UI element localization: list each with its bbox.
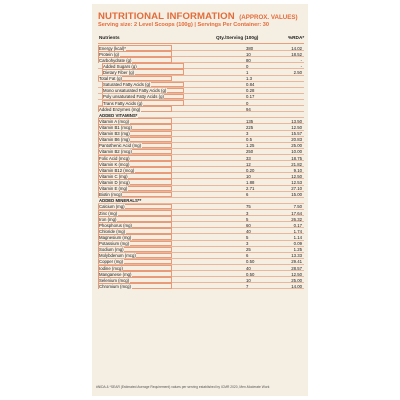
row-rda: 25.00: [291, 277, 302, 283]
row-qty: 0.50: [246, 259, 255, 265]
row-qty: 0.84: [246, 82, 255, 88]
row-label: Vitamin A (mcg): [99, 118, 130, 124]
row-label: ADDED VITAMINS*: [99, 112, 138, 118]
row-label: Chromium (mcg): [99, 283, 131, 289]
serving-info: [98, 20, 304, 30]
row-rda: 13.50: [291, 118, 302, 124]
row-rda: 15.57: [291, 131, 302, 137]
row-rda: 13.33: [291, 253, 302, 259]
row-qty: 60: [246, 222, 251, 228]
row-label: Manganese (mg): [99, 271, 132, 277]
row-label: Dietary Fiber (g): [103, 70, 135, 76]
row-rda: -: [300, 63, 302, 69]
footnote: #NIDA & *SEAR (Estimated Average Requirement) values per serving established by ICMR 2020, Men-Moderate Work: [96, 385, 270, 389]
row-rda: 0.09: [293, 241, 302, 247]
column-qty: Qty./Serving (100g): [216, 35, 259, 40]
row-qty: 5: [246, 216, 249, 222]
row-qty: 0.5: [246, 137, 252, 143]
row-qty: 3: [246, 241, 249, 247]
row-label: Phosphorus (mg): [99, 222, 132, 228]
row-qty: 1: [246, 70, 249, 76]
row-qty: 3: [246, 131, 249, 137]
row-label: Iodine (mcg): [99, 265, 123, 271]
row-qty: 0: [246, 63, 249, 69]
nutrition-title: [98, 6, 312, 22]
row-rda: 14.02: [291, 45, 302, 51]
row-label: Vitamin D (mcg): [99, 180, 130, 185]
table-row: [98, 283, 304, 289]
row-label: Sodium (mg): [99, 247, 124, 253]
row-qty: 1.88: [246, 180, 255, 185]
row-rda: 14.00: [291, 283, 302, 289]
row-label: Biotin (mcg): [99, 192, 122, 198]
row-rda: 7.50: [293, 204, 302, 210]
row-rda: 12.50: [291, 125, 302, 131]
row-label: Vitamin K (mcg): [99, 161, 130, 167]
row-qty: 1.25: [246, 143, 255, 149]
row-qty: 2.71: [246, 186, 255, 192]
row-qty: 0.28: [246, 88, 255, 94]
row-rda: 28.57: [291, 265, 302, 271]
row-label: Calcium (mg): [99, 204, 125, 210]
row-qty: 7: [246, 283, 249, 289]
row-qty: 94: [246, 106, 251, 112]
row-rda: 9.10: [293, 167, 302, 173]
row-qty: 12: [246, 161, 251, 167]
row-label: Selenium (mcg): [99, 277, 130, 283]
row-rda: 18.75: [291, 155, 302, 161]
row-qty: 135: [246, 118, 254, 124]
serving-size: Serving size: 2 Level Scoops (100g): [98, 22, 193, 28]
row-label: Pantothenic Acid (mg): [99, 143, 142, 149]
row-rda: 26.32: [291, 216, 302, 222]
row-qty: 6: [246, 192, 249, 198]
title-main: NUTRITIONAL INFORMATION: [98, 11, 235, 22]
row-qty: 250: [246, 149, 254, 155]
row-qty: 0: [246, 100, 249, 106]
row-rda: 21.82: [291, 161, 302, 167]
row-label: Vitamin B6 (mg): [99, 137, 130, 143]
row-qty: 1.3: [246, 76, 252, 82]
row-label: Vitamin E (mg): [99, 186, 128, 192]
nutrition-table: [98, 33, 304, 381]
row-qty: 225: [246, 125, 254, 131]
row-rda: 15.00: [291, 192, 302, 198]
row-rda: 18.52: [291, 51, 302, 57]
row-label: Magnesium (mg): [99, 234, 132, 240]
row-label: Vitamin B12 (mcg): [99, 167, 135, 173]
row-qty: 5: [246, 234, 249, 240]
column-nutrients: Nutrients: [99, 35, 120, 40]
row-qty: 10: [246, 51, 251, 57]
row-qty: 80: [246, 57, 251, 63]
row-qty: 40: [246, 265, 251, 271]
row-qty: 0.17: [246, 94, 255, 100]
row-rda: 2.50: [293, 70, 302, 76]
row-label: Folic Acid (mcg): [99, 155, 130, 161]
row-label: Total Fat (g): [99, 76, 122, 82]
row-label: Molybdenum (mcg): [99, 253, 136, 259]
row-label: Carbohydrate (g): [99, 57, 132, 63]
row-qty: 3: [246, 210, 249, 216]
row-rda: 12.50: [291, 173, 302, 179]
row-label: Iron (mg): [99, 216, 117, 222]
row-label: Vitamin B2 (mcg): [99, 149, 132, 155]
row-label: Poly unsaturated Fatty Acids (g): [103, 94, 164, 100]
row-rda: 10.00: [291, 149, 302, 155]
row-rda: 12.53: [291, 180, 302, 185]
row-rda: 29.41: [291, 259, 302, 265]
row-label: ADDED MINERALS**: [99, 198, 142, 204]
row-rda: 1.14: [293, 234, 302, 240]
row-label: Zinc (mg): [99, 210, 118, 216]
row-rda: 27.10: [291, 186, 302, 192]
row-label: Chloride (mg): [99, 228, 126, 234]
row-qty: 380: [246, 45, 254, 51]
row-qty: 10: [246, 173, 251, 179]
row-label: Added Sugars (g): [103, 63, 137, 69]
row-rda: 1.25: [293, 247, 302, 253]
row-label: Trans Fatty Acids (g): [103, 100, 143, 106]
row-qty: 0.50: [246, 271, 255, 277]
row-label: Vitamin B3 (mg): [99, 131, 130, 137]
serving-separator: |: [194, 22, 198, 28]
row-qty: 6: [246, 253, 249, 259]
row-rda: 1.74: [293, 228, 302, 234]
row-label: Copper (mg): [99, 259, 124, 265]
row-label: Protein (g): [99, 51, 120, 57]
row-label: Added Enzymes (mg): [99, 106, 141, 112]
row-label: Vitamin B1 (mcg): [99, 125, 132, 131]
row-rda: 12.50: [291, 271, 302, 277]
row-rda: 20.83: [291, 137, 302, 143]
row-label: Saturated Fatty Acids (g): [103, 82, 151, 88]
row-rda: -: [300, 57, 302, 63]
row-qty: 33: [246, 155, 251, 161]
row-rda: 17.64: [291, 210, 302, 216]
row-label: Potassium (mg): [99, 241, 130, 247]
row-qty: 40: [246, 228, 251, 234]
row-qty: 25: [246, 247, 251, 253]
servings-per-container: Servings Per Container: 30: [197, 22, 270, 28]
row-label: Mono unsaturated Fatty Acids (g): [103, 88, 167, 94]
row-label: Vitamin C (mg): [99, 173, 128, 179]
row-label: Energy (kcal)*: [99, 45, 126, 51]
row-qty: 10: [246, 277, 251, 283]
row-qty: 0.20: [246, 167, 255, 173]
row-qty: 75: [246, 204, 251, 210]
row-rda: 25.00: [291, 143, 302, 149]
table-body: [98, 45, 304, 289]
table-header: [98, 33, 304, 44]
row-rda: 0.17: [293, 222, 302, 228]
title-suffix: (APPROX. VALUES): [239, 14, 298, 21]
column-rda: %RDA*: [288, 35, 305, 40]
